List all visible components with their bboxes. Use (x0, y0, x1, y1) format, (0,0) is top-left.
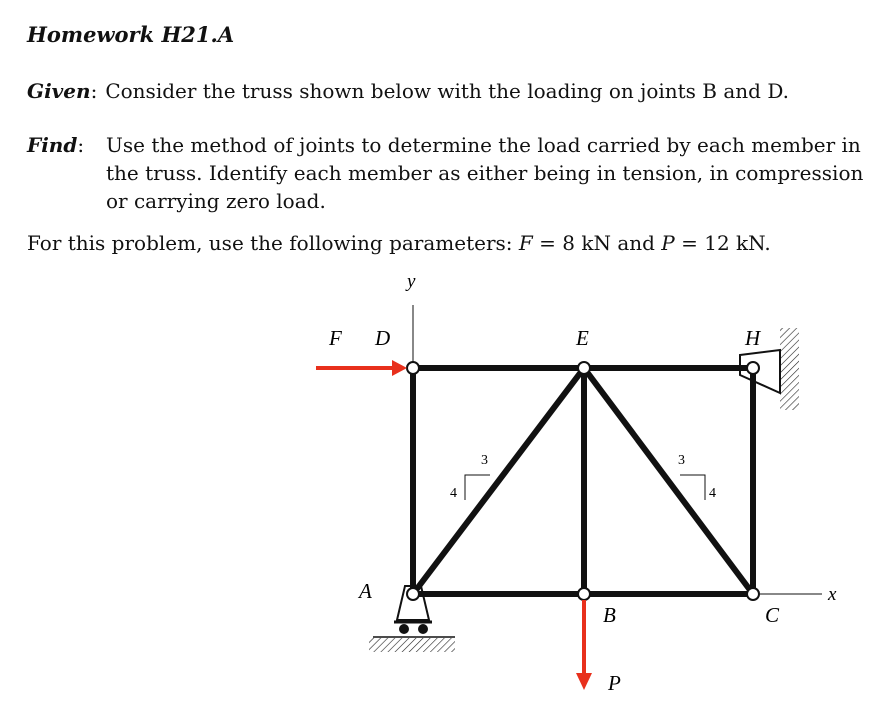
params-prefix: For this problem, use the following parameters: (27, 231, 519, 255)
given-label: Given (27, 79, 91, 103)
joint-a-pin (407, 588, 419, 600)
param-p-value: = 12 kN. (674, 231, 771, 255)
param-f-symbol: F (518, 231, 533, 255)
slope-right-run: 3 (678, 453, 685, 468)
joint-e-pin (578, 362, 590, 374)
joint-e-label: E (576, 326, 589, 350)
x-axis-label: x (828, 584, 837, 605)
find-text: Use the method of joints to determine the load carried by each member in the truss. Identify each member as either being in tension, in compression or carrying zero load. (106, 133, 864, 213)
roller-wheel-2 (418, 624, 428, 634)
joint-b-label: B (603, 603, 616, 627)
member-ce (584, 368, 753, 594)
joint-c-label: C (765, 603, 780, 627)
roller-wheel-1 (399, 624, 409, 634)
load-f-arrow-head (392, 360, 407, 376)
joint-h-label: H (745, 326, 761, 350)
member-ae (413, 368, 584, 594)
load-p-label: P (608, 671, 621, 695)
slope-right-rise: 4 (709, 486, 716, 501)
slope-triangle-right (680, 475, 705, 500)
param-f-value: = 8 kN and (532, 231, 662, 255)
param-p-symbol: P (661, 231, 675, 255)
slope-left-rise: 4 (450, 486, 457, 501)
truss-members (413, 368, 753, 594)
joint-d-pin (407, 362, 419, 374)
joint-b-pin (578, 588, 590, 600)
pin-support-h (740, 350, 780, 393)
load-f-label: F (329, 326, 342, 350)
joint-h-pin (747, 362, 759, 374)
y-axis-label: y (407, 271, 416, 292)
slope-left-run: 3 (481, 453, 488, 468)
given-text: Consider the truss shown below with the loading on joints B and D. (105, 79, 789, 103)
joint-c-pin (747, 588, 759, 600)
wall-hatch (780, 328, 799, 410)
joint-d-label: D (375, 326, 391, 350)
find-label: Find (27, 133, 78, 157)
page-title: Homework H21.A (27, 22, 235, 47)
load-p-arrow-head (576, 673, 592, 690)
given-colon: : (90, 79, 98, 103)
joint-a-label: A (359, 579, 372, 603)
ground-hatch (369, 638, 455, 652)
find-colon: : (77, 133, 85, 157)
